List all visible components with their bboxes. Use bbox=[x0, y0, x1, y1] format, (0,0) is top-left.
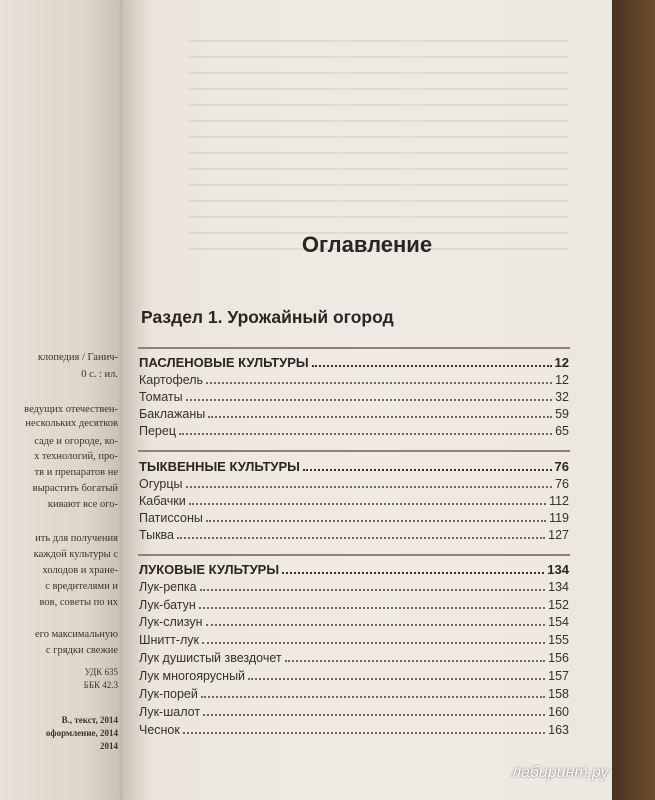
dot-leader bbox=[200, 579, 546, 591]
toc-page-number: 127 bbox=[548, 528, 569, 542]
dot-leader bbox=[208, 406, 552, 418]
dot-leader bbox=[206, 614, 546, 626]
group-divider bbox=[138, 347, 570, 349]
toc-entry bbox=[139, 510, 569, 525]
left-facing-page bbox=[0, 0, 122, 800]
toc-group-heading bbox=[139, 562, 569, 577]
left-page-line: оформление, 2014 bbox=[45, 728, 118, 738]
page-title: Оглавление bbox=[301, 232, 433, 257]
toc-entry-label: Тыква bbox=[139, 528, 174, 542]
left-page-line: ить для получения bbox=[35, 533, 118, 544]
toc-entry-label: Баклажаны bbox=[139, 407, 206, 421]
toc-heading-label: ПАСЛЕНОВЫЕ КУЛЬТУРЫ bbox=[139, 355, 309, 370]
toc-entry-label: Лук-порей bbox=[139, 687, 198, 701]
toc-entry bbox=[139, 372, 569, 387]
dot-leader bbox=[206, 372, 552, 384]
left-page-line: тв и препаратов не bbox=[34, 467, 118, 478]
toc-entry bbox=[139, 406, 569, 421]
toc-page-number: 163 bbox=[548, 723, 569, 737]
dot-leader bbox=[186, 389, 553, 401]
toc-entry bbox=[139, 423, 569, 438]
left-page-line: вырастить богатый bbox=[32, 483, 118, 494]
desk-edge bbox=[612, 0, 655, 800]
dot-leader bbox=[285, 650, 546, 662]
toc-entry bbox=[139, 389, 569, 404]
left-page-line: В., текст, 2014 bbox=[61, 715, 118, 725]
left-page-line: саде и огороде, ко- bbox=[34, 436, 118, 447]
toc-entry-label: Лук-батун bbox=[139, 598, 196, 612]
left-page-line: нескольких десятков bbox=[25, 418, 118, 429]
toc-page-number: 112 bbox=[549, 494, 569, 508]
toc-page-number: 119 bbox=[549, 511, 569, 525]
toc-page-number: 76 bbox=[554, 459, 569, 474]
dot-leader bbox=[199, 597, 545, 609]
left-page-line: клопедия / Ганич- bbox=[37, 352, 118, 363]
toc-entry-label: Картофель bbox=[139, 373, 204, 387]
left-page-line: каждой культуры с bbox=[33, 549, 118, 560]
left-page-line: ББК 42.3 bbox=[83, 680, 118, 690]
toc-page-number: 160 bbox=[548, 705, 569, 719]
toc-entry bbox=[139, 632, 569, 647]
toc-page-number: 157 bbox=[548, 669, 569, 683]
toc-entry-label: Патиссоны bbox=[139, 511, 203, 525]
toc-entry-label: Лук-слизун bbox=[139, 615, 203, 629]
toc-entry-label: Огурцы bbox=[139, 477, 183, 491]
toc-page-number: 59 bbox=[555, 407, 569, 421]
toc-entry-label: Лук-репка bbox=[139, 580, 197, 594]
dot-leader bbox=[183, 722, 545, 734]
dot-leader bbox=[179, 423, 552, 435]
toc-page-number: 32 bbox=[555, 390, 569, 404]
dot-leader bbox=[186, 476, 553, 488]
toc-page-number: 155 bbox=[548, 633, 569, 647]
left-page-line: 0 с. : ил. bbox=[81, 369, 118, 380]
dot-leader bbox=[202, 632, 545, 644]
left-page-line: 2014 bbox=[100, 741, 118, 751]
toc-entry bbox=[139, 686, 569, 701]
toc-entry-label: Лук многоярусный bbox=[139, 669, 246, 683]
toc-entry bbox=[139, 527, 569, 542]
left-page-line: вов, советы по их bbox=[39, 597, 118, 608]
toc-entry-label: Перец bbox=[139, 424, 176, 438]
left-page-line: его максимальную bbox=[34, 629, 118, 640]
toc-entry bbox=[139, 668, 569, 683]
left-page-line: кивают все ого- bbox=[47, 499, 118, 510]
toc-entry bbox=[139, 704, 569, 719]
toc-entry-label: Томаты bbox=[139, 390, 183, 404]
toc-page-number: 65 bbox=[555, 424, 569, 438]
left-page-line: УДК 635 bbox=[84, 667, 118, 677]
toc-entry bbox=[139, 597, 569, 612]
toc-entry-label: Чеснок bbox=[139, 723, 180, 737]
dot-leader bbox=[312, 355, 552, 367]
left-page-line: с грядки свежие bbox=[45, 645, 118, 656]
left-page-line: холодов и хране- bbox=[42, 565, 118, 576]
toc-page-number: 134 bbox=[548, 580, 569, 594]
toc-page-number: 12 bbox=[554, 355, 569, 370]
dot-leader bbox=[189, 493, 546, 505]
left-page-line: с вредителями и bbox=[45, 581, 118, 592]
toc-entry bbox=[139, 614, 569, 629]
group-divider bbox=[138, 554, 570, 556]
toc-page-number: 134 bbox=[547, 562, 569, 577]
dot-leader bbox=[201, 686, 545, 698]
section-title: Раздел 1. Урожайный огород bbox=[141, 307, 394, 327]
dot-leader bbox=[303, 459, 552, 471]
toc-entry bbox=[139, 493, 569, 508]
dot-leader bbox=[248, 668, 545, 680]
dot-leader bbox=[206, 510, 546, 522]
dot-leader bbox=[203, 704, 545, 716]
group-divider bbox=[138, 450, 570, 452]
toc-page-number: 156 bbox=[548, 651, 569, 665]
toc-heading-label: ТЫКВЕННЫЕ КУЛЬТУРЫ bbox=[139, 459, 300, 474]
left-page-line: ведущих отечествен- bbox=[24, 404, 118, 415]
dot-leader bbox=[282, 562, 544, 574]
toc-page-number: 12 bbox=[555, 373, 569, 387]
toc-group-heading bbox=[139, 355, 569, 370]
toc-entry-label: Лук душистый звездочет bbox=[139, 651, 282, 665]
watermark-logo: лабиринт.ру bbox=[512, 764, 609, 781]
toc-entry-label: Кабачки bbox=[139, 494, 186, 508]
toc-page-number: 152 bbox=[548, 598, 569, 612]
toc-heading-label: ЛУКОВЫЕ КУЛЬТУРЫ bbox=[139, 562, 280, 577]
dot-leader bbox=[177, 527, 545, 539]
toc-entry bbox=[139, 579, 569, 594]
toc-entry bbox=[139, 650, 569, 665]
toc-page-number: 76 bbox=[555, 477, 569, 491]
toc-page-number: 154 bbox=[548, 615, 569, 629]
toc-page-number: 158 bbox=[548, 687, 569, 701]
toc-entry bbox=[139, 722, 569, 737]
toc-entry-label: Лук-шалот bbox=[139, 705, 201, 719]
toc-entry bbox=[139, 476, 569, 491]
left-page-line: х технологий, про- bbox=[34, 451, 118, 462]
toc-entry-label: Шнитт-лук bbox=[139, 633, 199, 647]
toc-group-heading bbox=[139, 459, 569, 474]
